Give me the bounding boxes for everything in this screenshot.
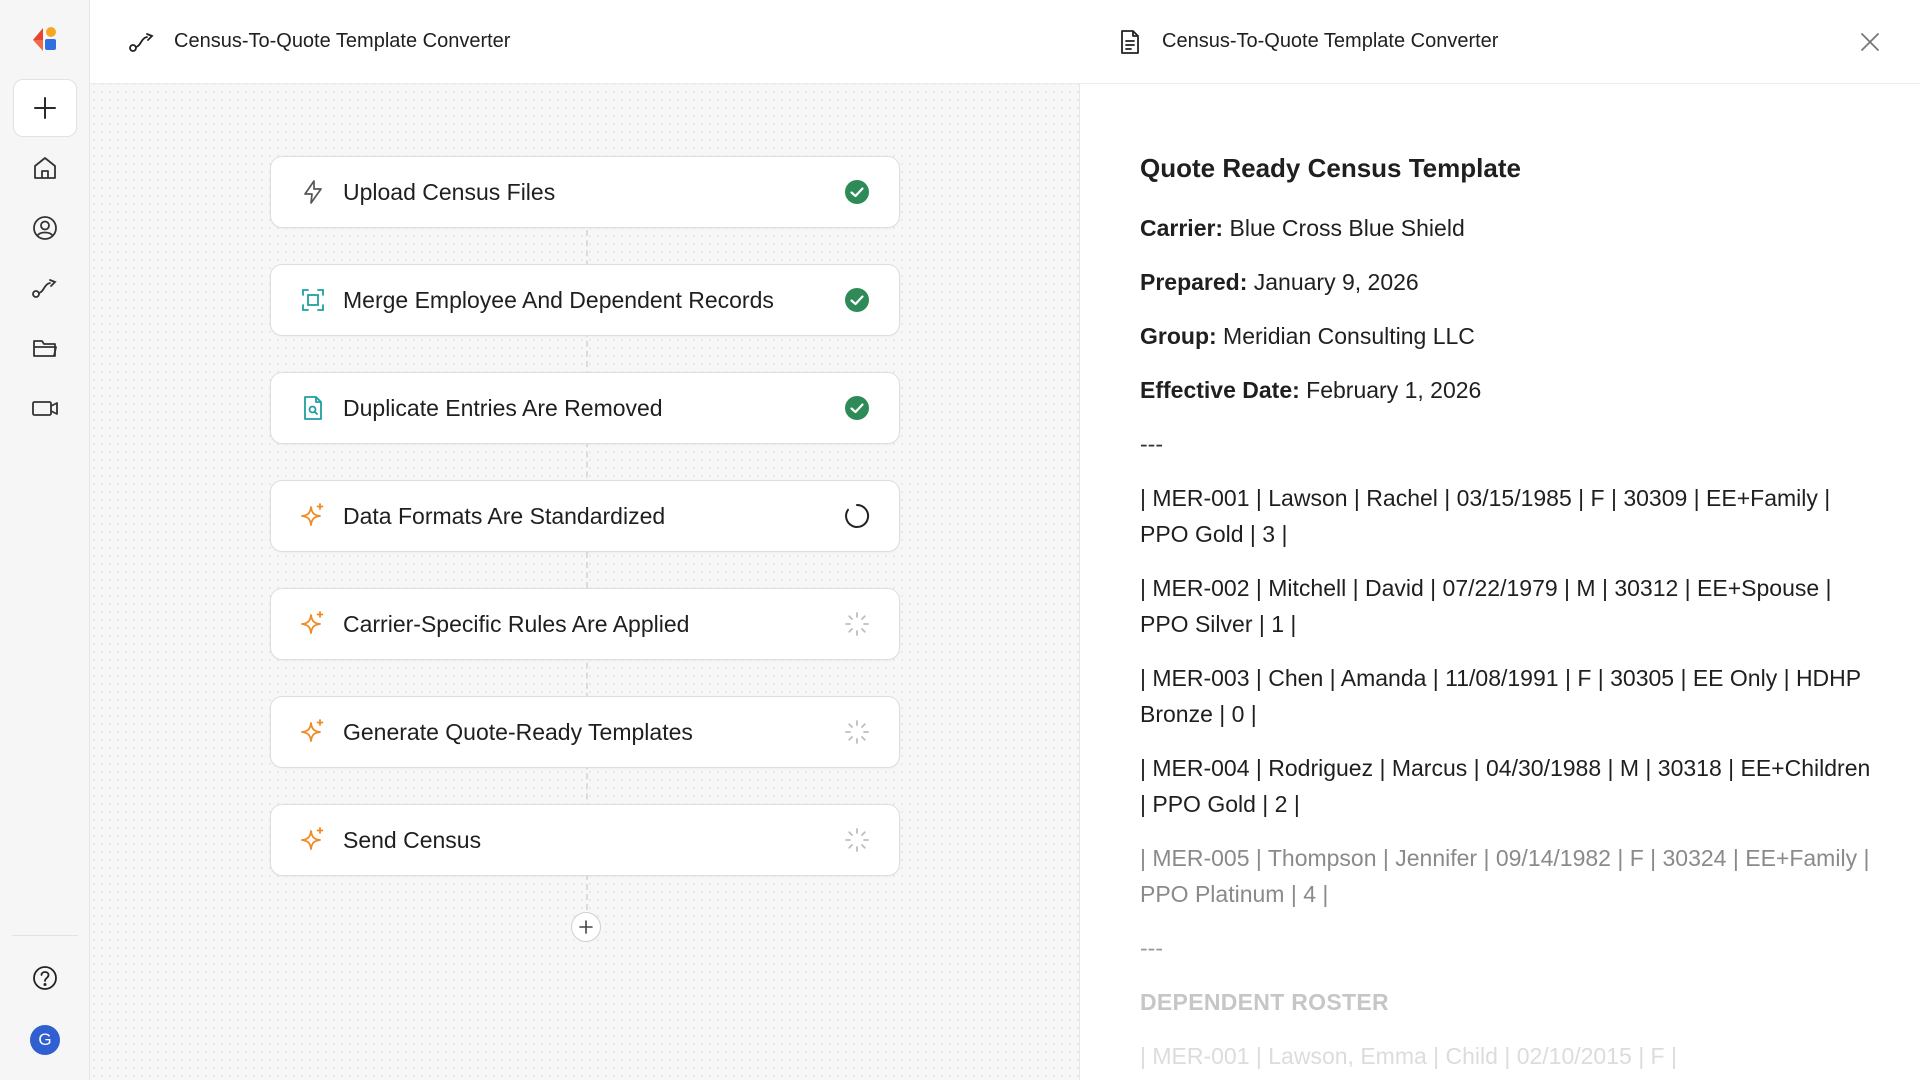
- step-standardize-formats[interactable]: [270, 480, 900, 552]
- step-label: Send Census: [343, 826, 482, 853]
- meta-prepared: [1140, 264, 1880, 300]
- step-send-census[interactable]: [270, 804, 900, 876]
- pending-spinner-icon: [843, 826, 871, 854]
- meta-value: Blue Cross Blue Shield: [1229, 215, 1465, 241]
- step-upload-census-files[interactable]: [270, 156, 900, 228]
- loading-ring-icon: [843, 502, 871, 530]
- meta-label: Carrier:: [1140, 215, 1224, 241]
- pending-spinner-icon: [843, 610, 871, 638]
- step-label: Duplicate Entries Are Removed: [343, 394, 663, 421]
- meta-effective-date: [1140, 372, 1880, 408]
- plus-icon: [32, 95, 58, 121]
- canvas-title: Census-To-Quote Template Converter: [174, 30, 511, 52]
- scan-icon: [299, 286, 327, 314]
- separator: ---: [1140, 935, 1163, 961]
- check-complete-icon: [843, 178, 871, 206]
- census-row: | MER-004 | Rodriguez | Marcus | 04/30/1988 | M | 30318 | EE+Children | PPO Gold | 2 |: [1140, 755, 1871, 817]
- step-label: Carrier-Specific Rules Are Applied: [343, 610, 690, 637]
- output-panel: [1080, 0, 1920, 1080]
- workflow-icon: [126, 28, 158, 56]
- census-row: | MER-005 | Thompson | Jennifer | 09/14/1982 | F | 30324 | EE+Family | PPO Platinum | 4 |: [1140, 845, 1870, 907]
- dependent-row: | MER-001 | Lawson, Emma | Child | 02/10/2015 | F |: [1140, 1043, 1677, 1069]
- doc-search-icon: [299, 394, 327, 422]
- step-label: Generate Quote-Ready Templates: [343, 718, 693, 745]
- sidebar: [0, 0, 90, 1080]
- close-button[interactable]: [1856, 28, 1884, 56]
- meta-value: Meridian Consulting LLC: [1223, 323, 1475, 349]
- meta-carrier: [1140, 210, 1880, 246]
- plus-icon: [578, 919, 594, 935]
- nav-workflows[interactable]: [28, 271, 62, 305]
- folder-icon: [31, 334, 59, 362]
- meta-value: February 1, 2026: [1306, 377, 1482, 403]
- help-button[interactable]: [28, 961, 62, 995]
- check-complete-icon: [843, 394, 871, 422]
- home-icon: [31, 154, 59, 182]
- meta-label: Effective Date:: [1140, 377, 1300, 403]
- user-circle-icon: [31, 214, 59, 242]
- sparkle-icon: [299, 502, 327, 530]
- help-icon: [31, 964, 59, 992]
- census-row: | MER-001 | Lawson | Rachel | 03/15/1985 | F | 30309 | EE+Family | PPO Gold | 3 |: [1140, 485, 1831, 547]
- panel-title: Census-To-Quote Template Converter: [1162, 30, 1499, 52]
- sidebar-divider: [12, 935, 78, 936]
- section-heading: DEPENDENT ROSTER: [1140, 989, 1389, 1015]
- workflow-canvas: [90, 0, 1080, 1080]
- close-icon: [1859, 31, 1881, 53]
- pending-spinner-icon: [843, 718, 871, 746]
- avatar-initial: G: [38, 1030, 52, 1049]
- add-step-button[interactable]: [571, 912, 601, 942]
- document-content: [1140, 150, 1880, 1080]
- canvas-header: [90, 0, 1080, 84]
- meta-group: [1140, 318, 1880, 354]
- document-icon: [1118, 28, 1142, 56]
- step-label: Data Formats Are Standardized: [343, 502, 666, 529]
- meta-value: January 9, 2026: [1253, 269, 1419, 295]
- step-carrier-rules[interactable]: [270, 588, 900, 660]
- meta-label: Group:: [1140, 323, 1217, 349]
- census-row: | MER-002 | Mitchell | David | 07/22/1979 | M | 30312 | EE+Spouse | PPO Silver | 1 |: [1140, 575, 1832, 637]
- sparkle-icon: [299, 718, 327, 746]
- nav-home[interactable]: [28, 151, 62, 185]
- app-logo-icon[interactable]: [30, 24, 60, 54]
- avatar[interactable]: [30, 1025, 60, 1055]
- meta-label: Prepared:: [1140, 269, 1248, 295]
- new-button[interactable]: [13, 79, 77, 137]
- step-generate-templates[interactable]: [270, 696, 900, 768]
- nav-files[interactable]: [28, 331, 62, 365]
- panel-header: [1080, 0, 1920, 84]
- sparkle-icon: [299, 826, 327, 854]
- step-remove-duplicates[interactable]: [270, 372, 900, 444]
- sparkle-icon: [299, 610, 327, 638]
- nav-profile[interactable]: [28, 211, 62, 245]
- step-merge-records[interactable]: [270, 264, 900, 336]
- workflow-icon: [30, 274, 60, 302]
- separator: ---: [1140, 431, 1163, 457]
- video-icon: [30, 394, 60, 422]
- census-row: | MER-003 | Chen | Amanda | 11/08/1991 | F | 30305 | EE Only | HDHP Bronze | 0 |: [1140, 665, 1861, 727]
- check-complete-icon: [843, 286, 871, 314]
- step-label: Merge Employee And Dependent Records: [343, 286, 774, 313]
- nav-recordings[interactable]: [28, 391, 62, 425]
- doc-heading: Quote Ready Census Template: [1140, 153, 1521, 183]
- step-label: Upload Census Files: [343, 178, 556, 205]
- bolt-icon: [299, 178, 327, 206]
